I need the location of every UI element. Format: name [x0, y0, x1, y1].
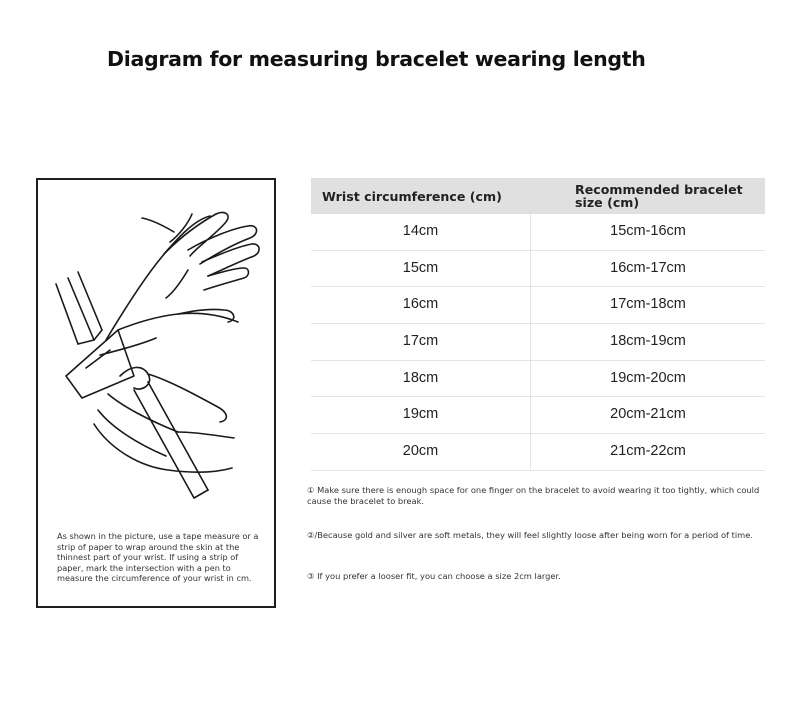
wrist-cell: 17cm — [311, 324, 531, 360]
table-row — [311, 214, 765, 251]
wrist-cell: 16cm — [311, 287, 531, 323]
table-row — [311, 251, 765, 288]
bracelet-cell: 19cm-20cm — [610, 369, 686, 386]
wrist-cell: 18cm — [311, 361, 531, 397]
bracelet-cell: 18cm-19cm — [610, 333, 686, 350]
table-row — [311, 434, 765, 471]
size-table — [311, 178, 765, 471]
note-looser-fit: ③ If you prefer a looser fit, you can choose a size 2cm larger. — [307, 571, 561, 581]
bracelet-cell: 21cm-22cm — [610, 443, 686, 460]
hand-measuring-wrist-illustration — [38, 180, 274, 520]
note-fit-finger: ① Make sure there is enough space for one finger on the bracelet to avoid wearing it too tightly, which could cause the bracelet to break. — [307, 485, 760, 506]
table-header-row — [311, 178, 765, 214]
note-soft-metals: ②/Because gold and silver are soft metals, they will feel slightly loose after being worn for a period of time. — [307, 530, 753, 540]
table-row — [311, 287, 765, 324]
bracelet-cell: 17cm-18cm — [610, 296, 686, 313]
header-recommended-size: Recommended bracelet size (cm) — [575, 182, 743, 210]
table-row — [311, 397, 765, 434]
wrist-cell: 14cm — [311, 214, 531, 250]
bracelet-cell: 16cm-17cm — [610, 259, 686, 276]
page-title: Diagram for measuring bracelet wearing length — [107, 47, 646, 71]
wrist-cell: 20cm — [311, 434, 531, 470]
illustration-panel — [36, 178, 276, 608]
table-row — [311, 324, 765, 361]
header-wrist-circumference: Wrist circumference (cm) — [322, 188, 502, 204]
bracelet-cell: 15cm-16cm — [610, 223, 686, 239]
wrist-cell: 15cm — [311, 251, 531, 287]
table-row — [311, 361, 765, 398]
wrist-cell: 19cm — [311, 397, 531, 433]
instruction-caption: As shown in the picture, use a tape measure or a strip of paper to wrap around the skin at the thinnest part of your wrist. If using a strip of paper, mark the intersection with a pen to measure the circumference of your wrist in cm. — [57, 531, 259, 583]
bracelet-cell: 20cm-21cm — [610, 406, 686, 423]
